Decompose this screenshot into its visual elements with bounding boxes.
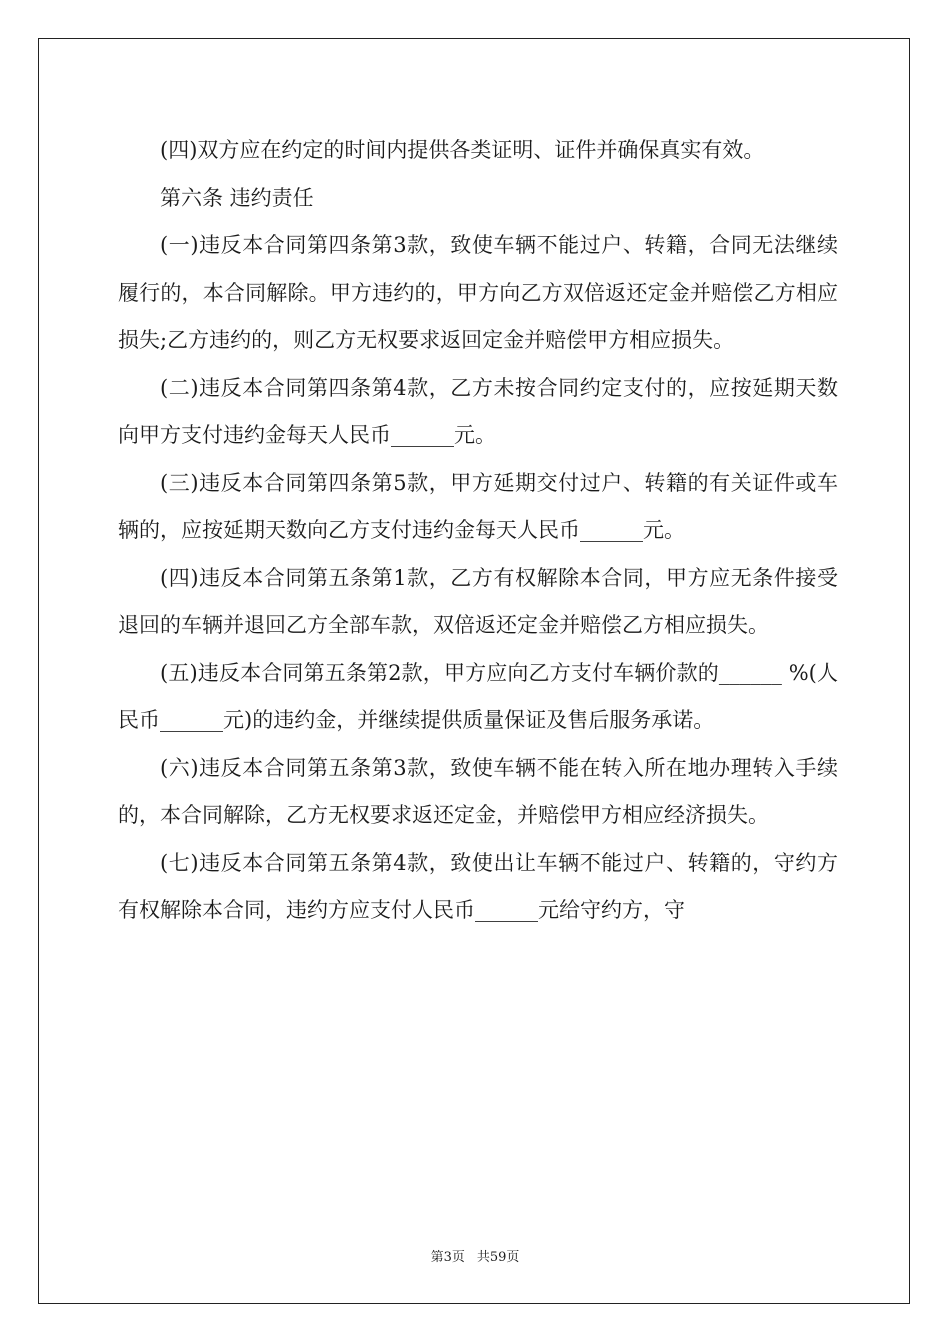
page-number: 第3页 — [430, 1250, 465, 1265]
page-footer — [0, 1246, 950, 1265]
document-body — [118, 127, 838, 935]
paragraph-clause-2: (二)违反本合同第四条第4款，乙方未按合同约定支付的，应按延期天数向甲方支付违约金每天人民币______元。 — [118, 375, 838, 447]
paragraph-clause-6: (六)违反本合同第五条第3款，致使车辆不能在转入所在地办理转入手续的，本合同解除，乙方无权要求返还定金，并赔偿甲方相应经济损失。 — [118, 755, 838, 827]
page-total: 共59页 — [476, 1250, 520, 1265]
paragraph-provide-documents: (四)双方应在约定的时间内提供各类证明、证件并确保真实有效。 — [160, 138, 765, 162]
article-heading-breach-liability: 第六条 违约责任 — [160, 185, 314, 210]
paragraph-clause-1: (一)违反本合同第四条第3款，致使车辆不能过户、转籍，合同无法继续履行的，本合同解除。甲方违约的，甲方向乙方双倍返还定金并赔偿乙方相应损失;乙方违约的，则乙方无权要求返回定金并赔偿甲方相应损失。 — [118, 233, 838, 352]
paragraph-clause-7: (七)违反本合同第五条第4款，致使出让车辆不能过户、转籍的，守约方有权解除本合同，违约方应支付人民币______元给守约方，守 — [118, 850, 838, 922]
paragraph-clause-4: (四)违反本合同第五条第1款，乙方有权解除本合同，甲方应无条件接受退回的车辆并退回乙方全部车款，双倍返还定金并赔偿乙方相应损失。 — [118, 565, 838, 637]
paragraph-clause-3: (三)违反本合同第四条第5款，甲方延期交付过户、转籍的有关证件或车辆的，应按延期天数向乙方支付违约金每天人民币______元。 — [118, 470, 838, 542]
paragraph-clause-5: (五)违反本合同第五条第2款，甲方应向乙方支付车辆价款的______ %(人民币______元)的违约金，并继续提供质量保证及售后服务承诺。 — [118, 660, 838, 732]
